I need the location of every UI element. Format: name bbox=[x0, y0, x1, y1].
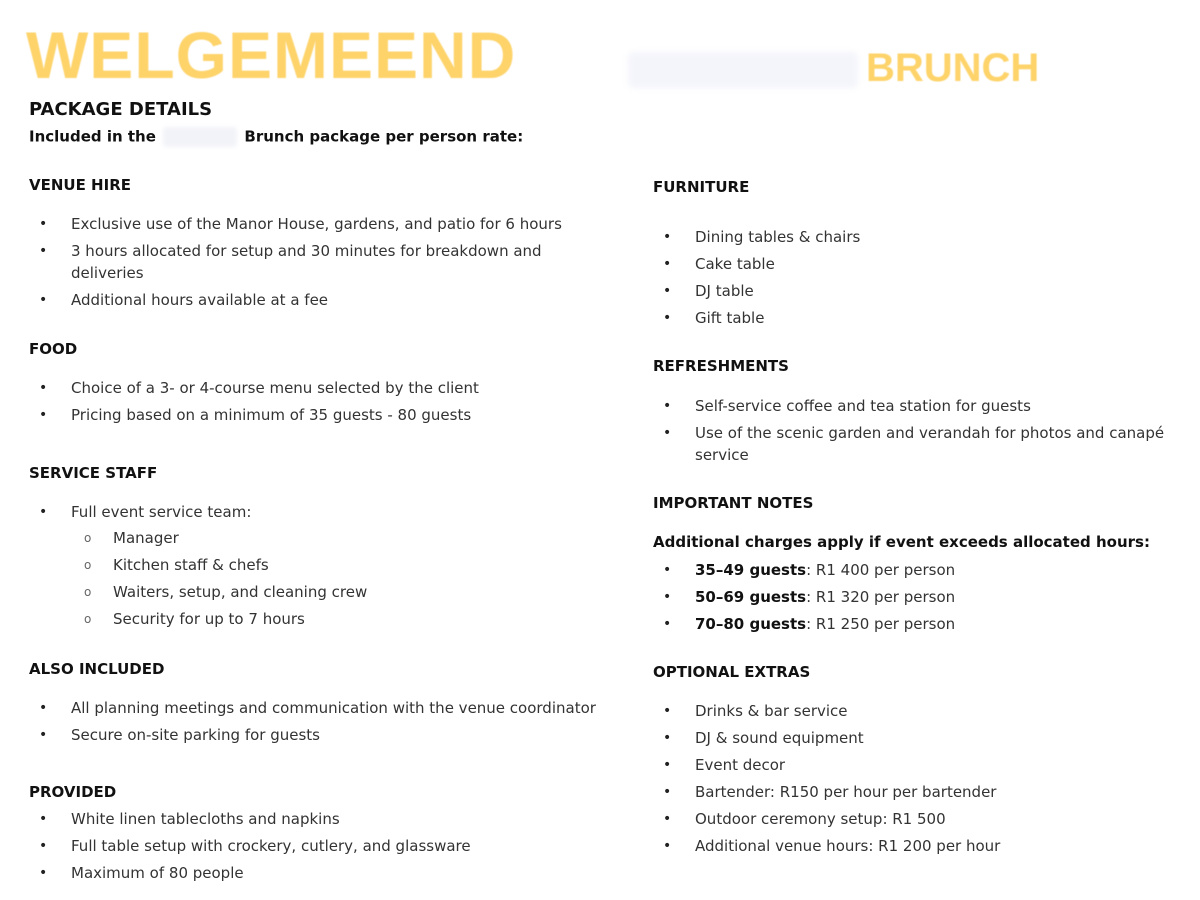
section-venue-hire-title: VENUE HIRE bbox=[29, 176, 131, 194]
sub-list-item: o Kitchen staff & chefs bbox=[71, 554, 609, 576]
brunch-title: BRUNCH bbox=[866, 46, 1040, 90]
section-also-included-title: ALSO INCLUDED bbox=[29, 660, 165, 678]
list-item: • Use of the scenic garden and verandah for photos and canapé service bbox=[653, 422, 1173, 466]
redacted-inline bbox=[163, 127, 237, 147]
sub-list-item: o Manager bbox=[71, 527, 609, 549]
list-item: • Full table setup with crockery, cutlery, and glassware bbox=[29, 835, 609, 857]
venue-hire-list bbox=[29, 213, 569, 316]
section-refreshments-title: REFRESHMENTS bbox=[653, 357, 789, 375]
pricing-tier bbox=[653, 613, 1173, 635]
tier-label: 70–80 guests bbox=[695, 615, 807, 633]
list-item: • DJ table bbox=[653, 280, 1173, 302]
list-item: • White linen tablecloths and napkins bbox=[29, 808, 609, 830]
sub-list-item: o Security for up to 7 hours bbox=[71, 608, 609, 630]
furniture-list bbox=[653, 226, 1173, 334]
section-service-staff-title: SERVICE STAFF bbox=[29, 464, 158, 482]
list-item: • Outdoor ceremony setup: R1 500 bbox=[653, 808, 1173, 830]
list-item: • 3 hours allocated for setup and 30 minutes for breakdown and deliveries bbox=[29, 240, 569, 284]
pricing-tier bbox=[653, 586, 1173, 608]
list-item: • Cake table bbox=[653, 253, 1173, 275]
list-item: • Additional venue hours: R1 200 per hour bbox=[653, 835, 1173, 857]
tier-price: : R1 250 per person bbox=[806, 615, 956, 633]
subtitle-after: Brunch package per person rate: bbox=[244, 127, 524, 146]
list-item: • Drinks & bar service bbox=[653, 700, 1173, 722]
list-item: • Pricing based on a minimum of 35 guests - 80 guests bbox=[29, 404, 609, 426]
list-item: • Secure on-site parking for guests bbox=[29, 724, 619, 746]
food-list bbox=[29, 377, 609, 431]
tier-label: 35–49 guests bbox=[695, 561, 807, 579]
list-item: • Exclusive use of the Manor House, gardens, and patio for 6 hours bbox=[29, 213, 569, 235]
section-food-title: FOOD bbox=[29, 340, 78, 358]
refreshments-list bbox=[653, 395, 1173, 471]
provided-list bbox=[29, 808, 609, 889]
section-important-notes-title: IMPORTANT NOTES bbox=[653, 494, 814, 512]
package-subtitle bbox=[29, 127, 523, 147]
section-furniture-title: FURNITURE bbox=[653, 178, 750, 196]
sub-list-item: o Waiters, setup, and cleaning crew bbox=[71, 581, 609, 603]
list-item: • Bartender: R150 per hour per bartender bbox=[653, 781, 1173, 803]
list-item: • All planning meetings and communication with the venue coordinator bbox=[29, 697, 619, 719]
subtitle-before: Included in the bbox=[29, 127, 156, 146]
list-item: • DJ & sound equipment bbox=[653, 727, 1173, 749]
section-optional-extras-title: OPTIONAL EXTRAS bbox=[653, 663, 811, 681]
list-item: • Event decor bbox=[653, 754, 1173, 776]
list-item: • Gift table bbox=[653, 307, 1173, 329]
tier-label: 50–69 guests bbox=[695, 588, 807, 606]
pricing-tier bbox=[653, 559, 1173, 581]
list-item bbox=[29, 501, 609, 630]
tier-price: : R1 320 per person bbox=[806, 588, 956, 606]
list-item: • Additional hours available at a fee bbox=[29, 289, 569, 311]
list-item: • Self-service coffee and tea station for guests bbox=[653, 395, 1173, 417]
additional-charges-heading: Additional charges apply if event exceeds allocated hours: bbox=[653, 533, 1150, 551]
package-title: PACKAGE DETAILS bbox=[29, 99, 213, 120]
list-item: • Choice of a 3- or 4-course menu selected by the client bbox=[29, 377, 609, 399]
also-included-list bbox=[29, 697, 619, 751]
service-team-label: Full event service team: bbox=[71, 503, 252, 521]
tier-price: : R1 400 per person bbox=[806, 561, 956, 579]
list-item: • Dining tables & chairs bbox=[653, 226, 1173, 248]
brand-logo: WELGEMEEND bbox=[26, 18, 517, 92]
list-item: • Maximum of 80 people bbox=[29, 862, 609, 884]
redacted-block bbox=[628, 52, 858, 88]
section-provided-title: PROVIDED bbox=[29, 783, 117, 801]
pricing-tiers-list bbox=[653, 559, 1173, 640]
optional-extras-list bbox=[653, 700, 1173, 862]
service-staff-sublist bbox=[71, 527, 609, 630]
service-staff-list bbox=[29, 501, 609, 635]
